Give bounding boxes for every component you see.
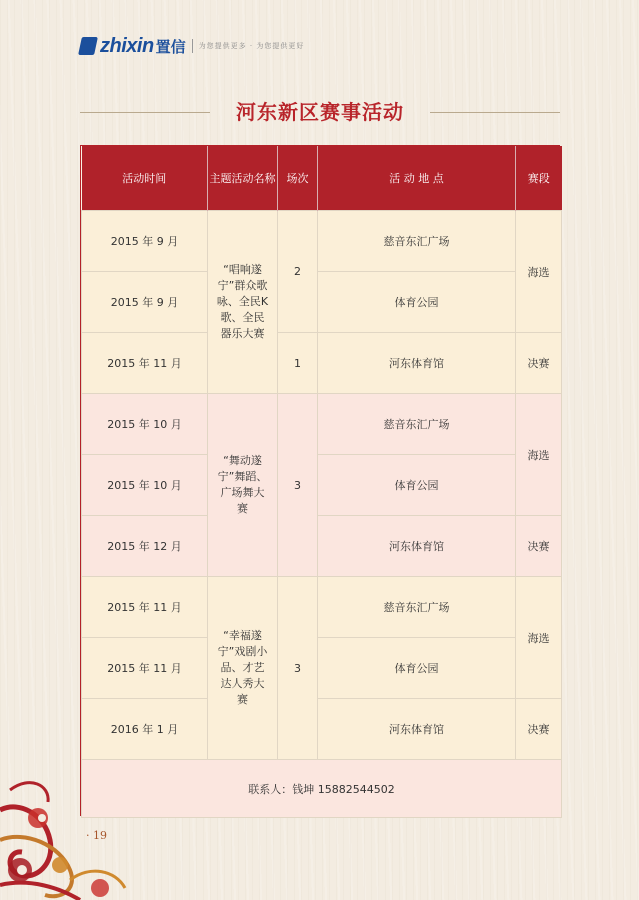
venue-cell: 慈音东汇广场 — [318, 577, 516, 638]
venue-cell: 体育公园 — [318, 272, 516, 333]
venue-cell: 慈音东汇广场 — [318, 211, 516, 272]
logo-icon — [78, 37, 98, 55]
table-row — [82, 638, 562, 699]
stage-cell: 决赛 — [516, 699, 562, 760]
column-header-sessions: 场次 — [278, 146, 318, 211]
event-name-cell: “幸福遂宁”戏剧小品、才艺达人秀大赛 — [208, 577, 278, 760]
venue-cell: 体育公园 — [318, 455, 516, 516]
title-divider-right — [430, 112, 560, 113]
table-row — [82, 516, 562, 577]
contact-info: 联系人：钱坤 15882544502 — [82, 760, 562, 818]
time-cell: 2015 年 9 月 — [82, 211, 208, 272]
venue-cell: 体育公园 — [318, 638, 516, 699]
table-row — [82, 455, 562, 516]
venue-cell: 河东体育馆 — [318, 699, 516, 760]
decorative-ornament — [0, 770, 150, 900]
logo-chinese-text: 置信 — [155, 37, 186, 56]
brand-logo — [80, 34, 304, 58]
table-row — [82, 272, 562, 333]
time-cell: 2015 年 11 月 — [82, 333, 208, 394]
logo-divider — [192, 39, 193, 53]
page-number: · 19 — [86, 829, 107, 842]
logo-text: zhixin — [100, 34, 154, 57]
stage-cell: 决赛 — [516, 333, 562, 394]
event-name-cell: “舞动遂宁”舞蹈、广场舞大赛 — [208, 394, 278, 577]
venue-cell: 河东体育馆 — [318, 333, 516, 394]
column-header-stage: 赛段 — [516, 146, 562, 211]
table-row — [82, 699, 562, 760]
sessions-cell: 2 — [278, 211, 318, 333]
sessions-cell: 3 — [278, 394, 318, 577]
events-table-container — [80, 145, 560, 816]
column-header-venue: 活 动 地 点 — [318, 146, 516, 211]
time-cell: 2015 年 12 月 — [82, 516, 208, 577]
contact-row — [82, 760, 562, 818]
sessions-cell: 3 — [278, 577, 318, 760]
table-row — [82, 333, 562, 394]
column-header-time: 活动时间 — [82, 146, 208, 211]
venue-cell: 慈音东汇广场 — [318, 394, 516, 455]
venue-cell: 河东体育馆 — [318, 516, 516, 577]
sessions-cell: 1 — [278, 333, 318, 394]
stage-cell: 海选 — [516, 394, 562, 516]
column-header-event-name: 主题活动名称 — [208, 146, 278, 211]
time-cell: 2016 年 1 月 — [82, 699, 208, 760]
page-title-area — [80, 96, 560, 126]
time-cell: 2015 年 11 月 — [82, 638, 208, 699]
logo-slogan: 为您提供更多 · 为您提供更好 — [198, 42, 305, 50]
stage-cell: 海选 — [516, 577, 562, 699]
event-name-cell: “唱响遂宁”群众歌咏、全民K歌、全民器乐大赛 — [208, 211, 278, 394]
time-cell: 2015 年 11 月 — [82, 577, 208, 638]
events-table — [81, 146, 562, 818]
table-row — [82, 211, 562, 272]
stage-cell: 海选 — [516, 211, 562, 333]
table-row — [82, 394, 562, 455]
time-cell: 2015 年 10 月 — [82, 394, 208, 455]
time-cell: 2015 年 10 月 — [82, 455, 208, 516]
table-row — [82, 577, 562, 638]
page-title: 河东新区赛事活动 — [236, 100, 404, 124]
stage-cell: 决赛 — [516, 516, 562, 577]
table-header-row — [82, 146, 562, 211]
time-cell: 2015 年 9 月 — [82, 272, 208, 333]
page-number-value: 19 — [93, 829, 107, 842]
